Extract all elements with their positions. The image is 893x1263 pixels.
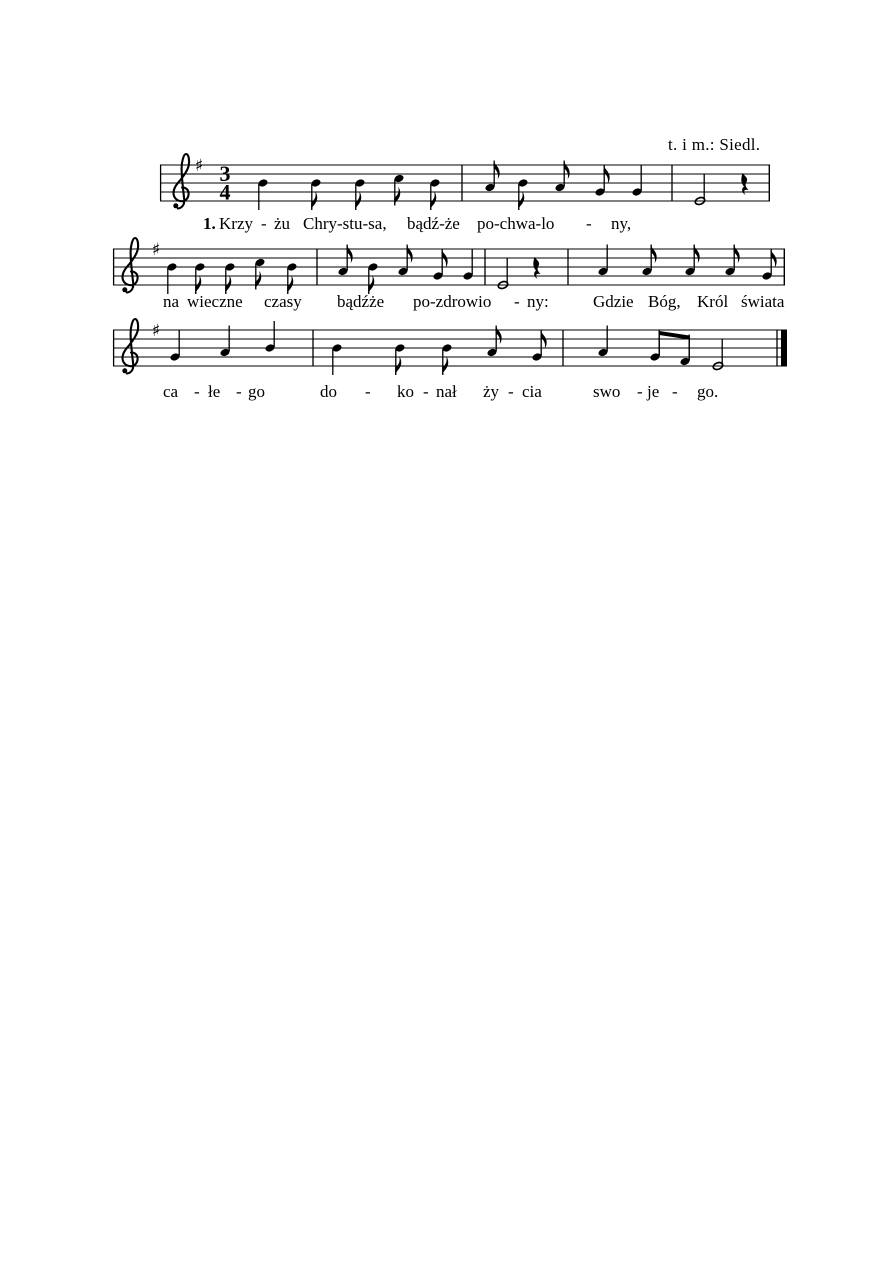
note xyxy=(286,262,297,294)
key-signature-sharp-icon: ♯ xyxy=(194,156,204,176)
lyric-syllable: je xyxy=(647,382,660,401)
note xyxy=(462,249,473,281)
lyric-syllable: po-zdrowio xyxy=(413,292,492,311)
note xyxy=(367,262,378,294)
note xyxy=(441,343,452,375)
lyric-syllable: Król xyxy=(697,292,729,311)
treble-clef-icon xyxy=(123,319,139,374)
lyric-syllable: na xyxy=(163,292,180,311)
staff-system-3 xyxy=(113,319,787,375)
note xyxy=(649,330,660,362)
attribution-text: t. i m.: Siedl. xyxy=(668,135,761,154)
lyric-syllable: ca xyxy=(163,382,179,401)
note xyxy=(194,262,205,294)
lyric-syllable: żu xyxy=(274,214,291,233)
lyric-syllable: ko xyxy=(397,382,414,401)
key-signature-sharp-icon: ♯ xyxy=(151,240,161,260)
note xyxy=(631,165,642,197)
note xyxy=(264,321,275,353)
lyric-syllable: swo xyxy=(593,382,621,401)
lyric-syllable: świata xyxy=(741,292,785,311)
lyric-syllable: go xyxy=(248,382,265,401)
lyric-syllable: 1. xyxy=(203,214,216,233)
lyric-syllable: czasy xyxy=(264,292,302,311)
time-signature-denominator: 4 xyxy=(219,179,231,205)
note xyxy=(331,343,342,375)
treble-clef-icon xyxy=(123,238,139,293)
lyric-hyphen: - xyxy=(236,382,242,401)
lyric-syllable: łe xyxy=(208,382,221,401)
note xyxy=(517,178,528,210)
lyric-hyphen: - xyxy=(261,214,267,233)
final-thick-barline xyxy=(781,330,787,366)
lyric-hyphen: - xyxy=(365,382,371,401)
staff-system-1 xyxy=(160,154,770,210)
note xyxy=(166,262,177,294)
lyric-syllable: nał xyxy=(436,382,457,401)
lyric-syllable: ny: xyxy=(527,292,549,311)
lyric-syllable: do xyxy=(320,382,337,401)
lyric-syllable: ży xyxy=(483,382,500,401)
note xyxy=(224,262,235,294)
lyric-syllable: ny, xyxy=(611,214,632,233)
lyric-syllable: cia xyxy=(522,382,542,401)
beam xyxy=(659,331,689,340)
lyric-hyphen: - xyxy=(514,292,520,311)
lyric-syllable: Chry-stu-sa, xyxy=(303,214,387,233)
note xyxy=(394,343,405,375)
lyric-syllable: wieczne xyxy=(187,292,243,311)
time-signature-numerator: 3 xyxy=(219,161,231,186)
note xyxy=(429,178,440,210)
lyric-syllable: bądź-że xyxy=(407,214,460,233)
note xyxy=(354,178,365,210)
lyric-syllable: bądźże xyxy=(337,292,385,311)
treble-clef-dot xyxy=(122,287,127,292)
lyric-syllable: po-chwa-lo xyxy=(477,214,555,233)
note xyxy=(257,178,268,210)
lyric-hyphen: - xyxy=(508,382,514,401)
treble-clef-icon xyxy=(174,154,190,209)
note xyxy=(169,330,180,362)
lyric-syllable: Bóg, xyxy=(648,292,681,311)
lyric-hyphen: - xyxy=(672,382,678,401)
treble-clef-dot xyxy=(122,368,127,373)
lyric-hyphen: - xyxy=(423,382,429,401)
lyric-syllable: Gdzie xyxy=(593,292,634,311)
lyric-hyphen: - xyxy=(194,382,200,401)
key-signature-sharp-icon: ♯ xyxy=(151,321,161,341)
lyric-hyphen: - xyxy=(586,214,592,233)
lyric-syllable: Krzy xyxy=(219,214,253,233)
lyric-syllable: go. xyxy=(697,382,719,401)
staff-system-2 xyxy=(113,238,785,294)
treble-clef-dot xyxy=(173,203,178,208)
note xyxy=(310,178,321,210)
lyric-hyphen: - xyxy=(637,382,643,401)
